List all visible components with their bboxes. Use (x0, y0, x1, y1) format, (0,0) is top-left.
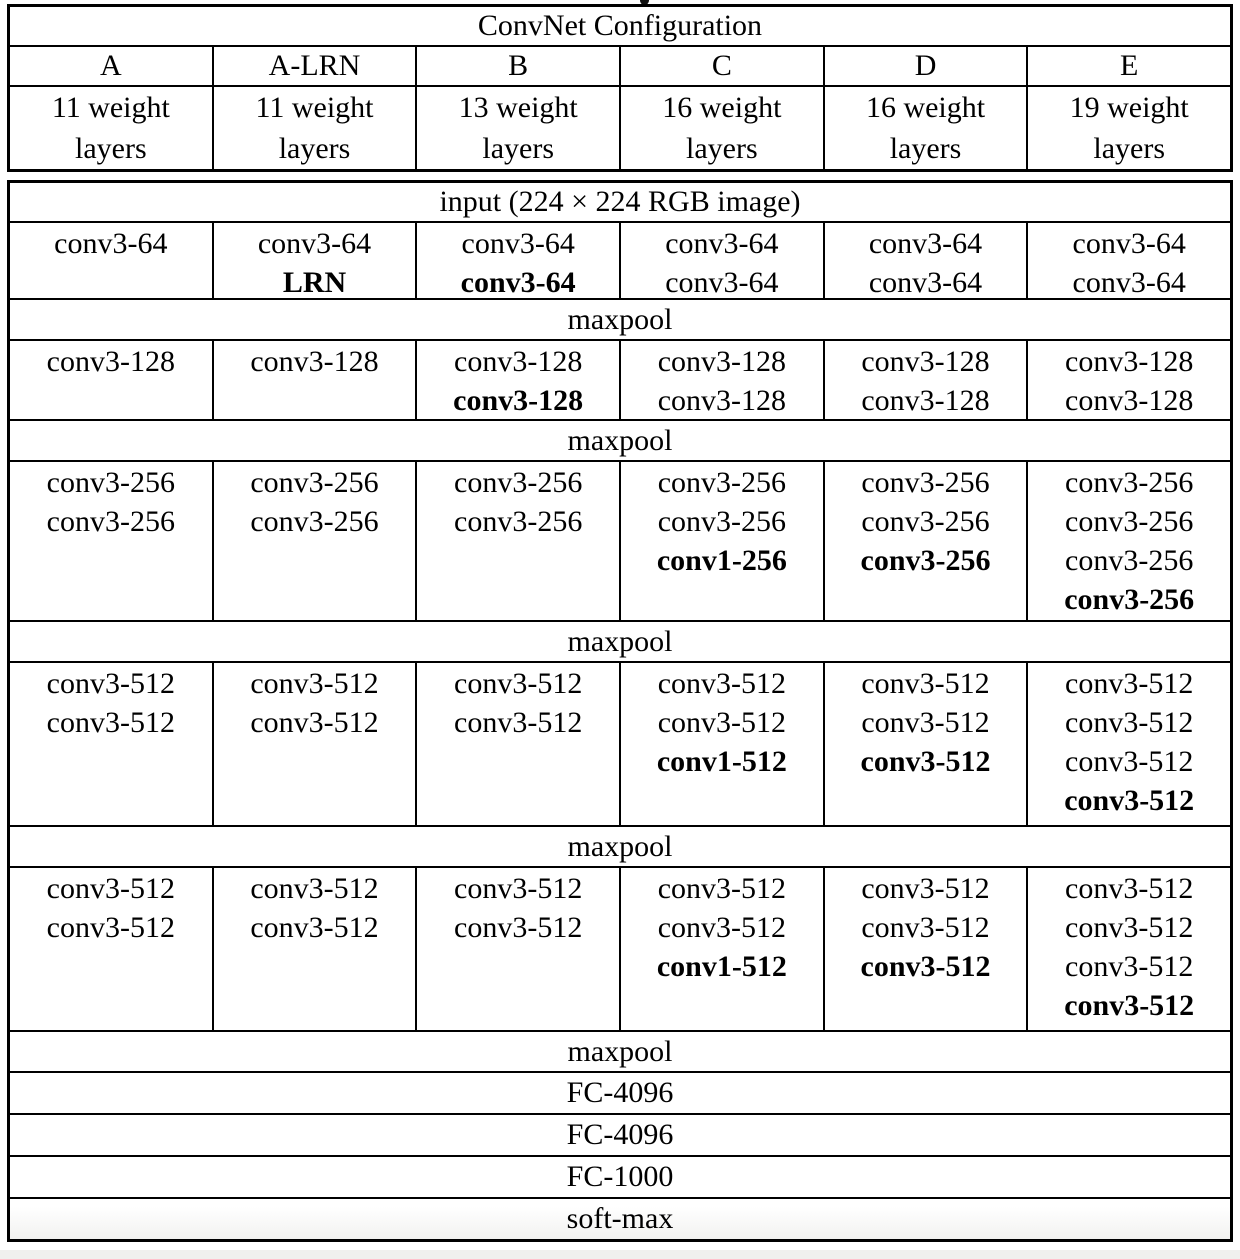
block128-col-c (621, 341, 825, 419)
block512a-col-e (1028, 663, 1230, 825)
layer-entry: conv3-256 (657, 505, 786, 538)
config-name-d: D (825, 47, 1029, 85)
block512a-col-a (10, 663, 214, 825)
depth-layers-word: layers (482, 132, 554, 165)
fc-label: FC-4096 (566, 1076, 674, 1109)
config-depth-b (417, 87, 621, 169)
maxpool-label: maxpool (567, 829, 673, 863)
block128-col-a-lrn (214, 341, 418, 419)
maxpool-label: maxpool (567, 302, 673, 336)
block256-col-d (825, 462, 1029, 620)
layer-entry: conv3-256 (454, 466, 583, 499)
layer-entry: conv3-512 (46, 667, 175, 700)
depth-layers-word: layers (1093, 132, 1166, 165)
layer-entry: conv3-256 (861, 505, 990, 538)
block64-col-e (1028, 223, 1230, 298)
block128-col-d (825, 341, 1029, 419)
layer-entry: conv3-256 (860, 544, 991, 577)
layer-entry: conv3-512 (860, 950, 991, 983)
depth-layers-word: layers (686, 132, 758, 165)
layer-entry: conv3-64 (461, 227, 575, 260)
config-name-a: A (10, 47, 214, 85)
input-row (10, 183, 1230, 221)
block64-col-c (621, 223, 825, 298)
layer-entry: conv3-512 (454, 706, 583, 739)
layer-entry: conv3-512 (861, 706, 990, 739)
layer-entry: conv3-64 (868, 227, 983, 260)
layer-entry: conv3-64 (868, 266, 983, 299)
config-depth-c (621, 87, 825, 169)
layer-entry: conv3-64 (460, 266, 576, 299)
depth-layers-word: layers (75, 132, 147, 165)
block64-col-d (825, 223, 1029, 298)
maxpool-row-5 (10, 1030, 1230, 1071)
block512a-col-d (825, 663, 1029, 825)
depth-layers-word: layers (278, 132, 351, 165)
layer-entry: conv3-512 (1065, 706, 1194, 739)
depth-weights: 11 weight (255, 91, 374, 124)
layer-entry: conv1-256 (656, 544, 787, 577)
layer-entry: conv3-512 (1065, 667, 1194, 700)
layer-entry: conv3-64 (1072, 266, 1186, 299)
depth-weights: 11 weight (51, 91, 170, 124)
block256-col-e (1028, 462, 1230, 620)
layer-entry: conv3-128 (861, 384, 990, 417)
block256-col-a-lrn (214, 462, 418, 620)
layer-entry: conv3-128 (657, 384, 786, 417)
fc-row-3 (10, 1155, 1230, 1197)
layer-entry: conv3-64 (665, 266, 779, 299)
input-label: input (224 × 224 RGB image) (439, 185, 801, 218)
config-name-b: B (417, 47, 621, 85)
layer-entry: conv3-256 (46, 466, 175, 499)
layer-entry: conv3-512 (46, 911, 175, 944)
block512b-col-e (1028, 868, 1230, 1030)
layer-entry: conv3-128 (250, 345, 379, 378)
conv-block-512-2-row (10, 866, 1230, 1030)
layer-entry: conv3-256 (861, 466, 990, 499)
layer-entry: conv3-64 (665, 227, 779, 260)
layer-entry: conv3-64 (257, 227, 372, 260)
layers-table (7, 180, 1233, 1242)
layer-entry: conv1-512 (656, 745, 787, 778)
layer-entry: conv3-256 (46, 505, 175, 538)
layer-entry: conv1-512 (656, 950, 787, 983)
layer-entry: conv3-256 (454, 505, 583, 538)
layer-entry: conv3-512 (657, 706, 786, 739)
config-depth-e (1028, 87, 1230, 169)
conv-block-256-row (10, 460, 1230, 620)
layer-entry: conv3-256 (1065, 505, 1194, 538)
layer-entry: conv3-512 (1065, 745, 1194, 778)
layer-entry: conv3-128 (454, 345, 583, 378)
layer-entry: conv3-512 (657, 667, 786, 700)
softmax-label: soft-max (566, 1202, 674, 1235)
block512b-col-a-lrn (214, 868, 418, 1030)
layer-entry: conv3-128 (1065, 345, 1194, 378)
layer-entry: conv3-512 (46, 872, 175, 905)
block128-col-e (1028, 341, 1230, 419)
block64-col-b (417, 223, 621, 298)
layer-entry: conv3-512 (1065, 911, 1194, 944)
block512b-col-c (621, 868, 825, 1030)
config-depth-a (10, 87, 214, 169)
layer-entry: conv3-512 (454, 872, 583, 905)
fc-row-1 (10, 1071, 1230, 1113)
layer-entry: conv3-512 (861, 911, 990, 944)
depth-layers-word: layers (889, 132, 962, 165)
block128-col-b (417, 341, 621, 419)
layer-entry: conv3-512 (860, 745, 991, 778)
page-bottom-strip (0, 1250, 1240, 1259)
layer-entry: conv3-512 (657, 872, 786, 905)
layer-entry: conv3-256 (250, 505, 379, 538)
config-name-a-lrn: A-LRN (214, 47, 418, 85)
softmax-row (10, 1197, 1230, 1239)
block512b-col-b (417, 868, 621, 1030)
layer-entry: conv3-128 (1065, 384, 1194, 417)
layer-entry: conv3-64 (54, 227, 168, 260)
table-title-row (10, 7, 1230, 45)
block64-col-a (10, 223, 214, 298)
layer-entry: conv3-256 (657, 466, 786, 499)
depth-weights: 13 weight (458, 91, 578, 124)
maxpool-label: maxpool (567, 423, 673, 457)
fc-label: FC-4096 (566, 1118, 674, 1151)
layer-entry: conv3-512 (250, 872, 379, 905)
maxpool-label: maxpool (567, 624, 673, 658)
block512b-col-a (10, 868, 214, 1030)
block128-col-a (10, 341, 214, 419)
block512b-col-d (825, 868, 1029, 1030)
layer-entry: conv3-128 (657, 345, 786, 378)
layer-entry: conv3-512 (250, 706, 379, 739)
fc-row-2 (10, 1113, 1230, 1155)
maxpool-row-2 (10, 419, 1230, 460)
layer-entry: conv3-128 (46, 345, 175, 378)
config-names-row (10, 45, 1230, 85)
convnet-configuration-table (7, 4, 1233, 1242)
fc-label: FC-1000 (566, 1160, 674, 1193)
layer-entry: conv3-512 (861, 872, 990, 905)
maxpool-label: maxpool (567, 1034, 673, 1068)
layer-entry: conv3-512 (1065, 950, 1194, 983)
block256-col-b (417, 462, 621, 620)
maxpool-row-3 (10, 620, 1230, 661)
config-depth-d (825, 87, 1029, 169)
maxpool-row-4 (10, 825, 1230, 866)
layer-entry: conv3-512 (1064, 784, 1195, 817)
layer-entry: conv3-512 (657, 911, 786, 944)
layer-entry: conv3-128 (861, 345, 990, 378)
layer-entry: conv3-512 (454, 667, 583, 700)
block256-col-a (10, 462, 214, 620)
conv-block-512-1-row (10, 661, 1230, 825)
depth-weights: 16 weight (865, 91, 986, 124)
block256-col-c (621, 462, 825, 620)
config-depths-row (10, 85, 1230, 169)
depth-weights: 19 weight (1069, 91, 1189, 124)
config-name-c: C (621, 47, 825, 85)
layer-entry: conv3-256 (250, 466, 379, 499)
layer-entry: conv3-512 (250, 911, 379, 944)
config-name-e: E (1120, 49, 1139, 82)
layer-entry: conv3-256 (1065, 544, 1194, 577)
table-title: ConvNet Configuration (477, 9, 763, 42)
conv-block-128-row (10, 339, 1230, 419)
layer-entry: conv3-256 (1064, 583, 1195, 616)
block512a-col-a-lrn (214, 663, 418, 825)
layer-entry: conv3-64 (1072, 227, 1186, 260)
layer-entry: LRN (282, 266, 347, 299)
layer-entry: conv3-128 (453, 384, 584, 417)
layer-entry: conv3-512 (1065, 872, 1194, 905)
layer-entry: conv3-512 (1064, 989, 1195, 1022)
layer-entry: conv3-512 (861, 667, 990, 700)
layer-entry: conv3-256 (1065, 466, 1194, 499)
layer-entry: conv3-512 (46, 706, 175, 739)
config-depth-a-lrn (214, 87, 418, 169)
maxpool-row-1 (10, 298, 1230, 339)
conv-block-64-row (10, 221, 1230, 298)
block64-col-a-lrn (214, 223, 418, 298)
layer-entry: conv3-512 (250, 667, 379, 700)
depth-weights: 16 weight (662, 91, 782, 124)
header-table (7, 4, 1233, 172)
layer-entry: conv3-512 (454, 911, 583, 944)
block512a-col-c (621, 663, 825, 825)
block512a-col-b (417, 663, 621, 825)
